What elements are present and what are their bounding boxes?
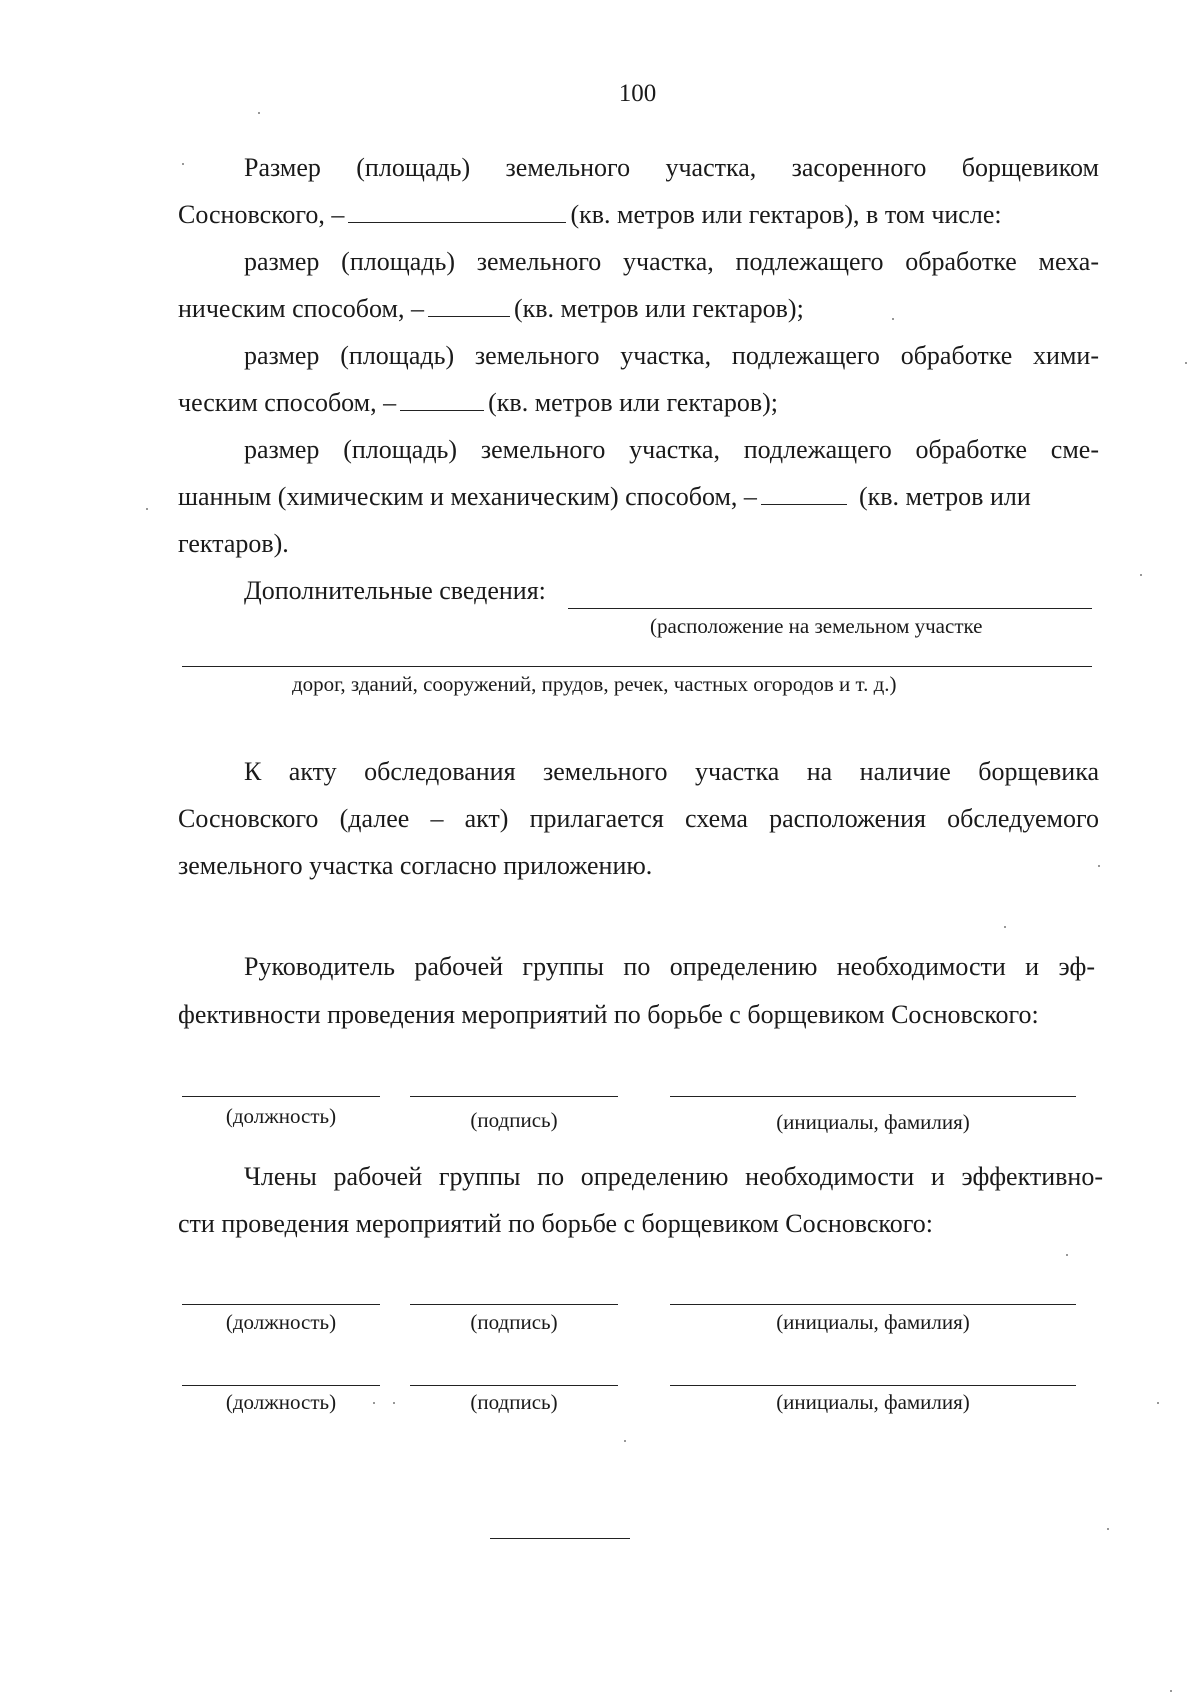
- total-area-blank: [348, 202, 566, 223]
- member2-position-caption: (должность): [225, 1390, 337, 1414]
- mix-area-blank: [761, 484, 847, 505]
- scan-speck: [1107, 1528, 1109, 1530]
- scan-speck: [182, 163, 184, 165]
- chem-line-2-start: ческим способом, –: [178, 388, 397, 417]
- member1-position-caption: (должность): [225, 1310, 337, 1334]
- mix-line-1: размер (площадь) земельного участка, подлежащего обработке сме-: [244, 435, 1099, 464]
- size-line-2: [178, 200, 1002, 230]
- chem-line-2: [178, 388, 778, 418]
- member2-signature-line: [410, 1385, 618, 1386]
- scan-speck: [1066, 1254, 1068, 1256]
- member1-signature-caption: (подпись): [470, 1310, 558, 1334]
- mech-line-2-end: (кв. метров или гектаров);: [513, 294, 804, 323]
- scan-speck: [1004, 926, 1006, 928]
- head-name-line: [670, 1096, 1076, 1097]
- attachment-line-3: земельного участка согласно приложению.: [178, 851, 653, 880]
- additional-info-line-1: [568, 608, 1092, 609]
- member2-name-caption: (инициалы, фамилия): [776, 1390, 970, 1414]
- member2-name-line: [670, 1385, 1076, 1386]
- members-line-1: Члены рабочей группы по определению необходимости и эффективно-: [244, 1162, 1103, 1191]
- scan-speck: [373, 1402, 375, 1404]
- additional-caption-1: (расположение на земельном участке: [650, 614, 983, 638]
- head-line-1: Руководитель рабочей группы по определению необходимости и эф-: [244, 952, 1095, 981]
- scan-speck: [1140, 574, 1142, 576]
- member1-name-caption: (инициалы, фамилия): [776, 1310, 970, 1334]
- members-line-2: сти проведения мероприятий по борьбе с борщевиком Сосновского:: [178, 1209, 933, 1238]
- chem-area-blank: [400, 390, 484, 411]
- head-name-caption: (инициалы, фамилия): [776, 1110, 970, 1134]
- scan-speck: [393, 1402, 395, 1404]
- attachment-line-1: К акту обследования земельного участка на наличие борщевика: [244, 757, 1099, 786]
- mech-line-2-start: ническим способом, –: [178, 294, 424, 323]
- chem-line-2-end: (кв. метров или гектаров);: [488, 388, 778, 417]
- head-position-line: [182, 1096, 380, 1097]
- member2-signature-caption: (подпись): [470, 1390, 558, 1414]
- scan-speck: [892, 318, 894, 320]
- member1-position-line: [182, 1304, 380, 1305]
- head-line-2: фективности проведения мероприятий по борьбе с борщевиком Сосновского:: [178, 1000, 1039, 1029]
- head-position-caption: (должность): [225, 1104, 337, 1128]
- scan-speck: [258, 112, 260, 114]
- scan-speck: [146, 508, 148, 510]
- scan-speck: [1157, 1402, 1159, 1404]
- mix-line-2: [178, 482, 1031, 512]
- size-line-2-end: (кв. метров или гектаров), в том числе:: [570, 200, 1002, 229]
- size-line-1: Размер (площадь) земельного участка, засоренного борщевиком: [244, 153, 1099, 182]
- mix-line-2-start: шанным (химическим и механическим) способом, –: [178, 482, 757, 511]
- mix-line-2-end: (кв. метров или: [858, 482, 1031, 511]
- attachment-line-2: Сосновского (далее – акт) прилагается схема расположения обследуемого: [178, 804, 1099, 833]
- scan-speck: [624, 1440, 626, 1442]
- page-number: 100: [618, 80, 657, 107]
- mech-line-2: [178, 294, 804, 324]
- additional-label: Дополнительные сведения:: [244, 576, 546, 605]
- member1-name-line: [670, 1304, 1076, 1305]
- head-signature-caption: (подпись): [470, 1108, 558, 1132]
- member1-signature-line: [410, 1304, 618, 1305]
- member2-position-line: [182, 1385, 380, 1386]
- additional-caption-2: дорог, зданий, сооружений, прудов, речек, частных огородов и т. д.): [292, 672, 897, 696]
- additional-info-line-2: [182, 666, 1092, 667]
- mech-line-1: размер (площадь) земельного участка, подлежащего обработке меха-: [244, 247, 1099, 276]
- scan-speck: [1098, 865, 1100, 867]
- mix-line-3: гектаров).: [178, 529, 289, 558]
- head-signature-line: [410, 1096, 618, 1097]
- chem-line-1: размер (площадь) земельного участка, подлежащего обработке хими-: [244, 341, 1099, 370]
- mech-area-blank: [428, 296, 510, 317]
- scan-speck: [1185, 362, 1187, 364]
- closing-separator: [490, 1538, 630, 1539]
- size-line-2-start: Сосновского, –: [178, 200, 345, 229]
- scan-speck: [1170, 1690, 1172, 1692]
